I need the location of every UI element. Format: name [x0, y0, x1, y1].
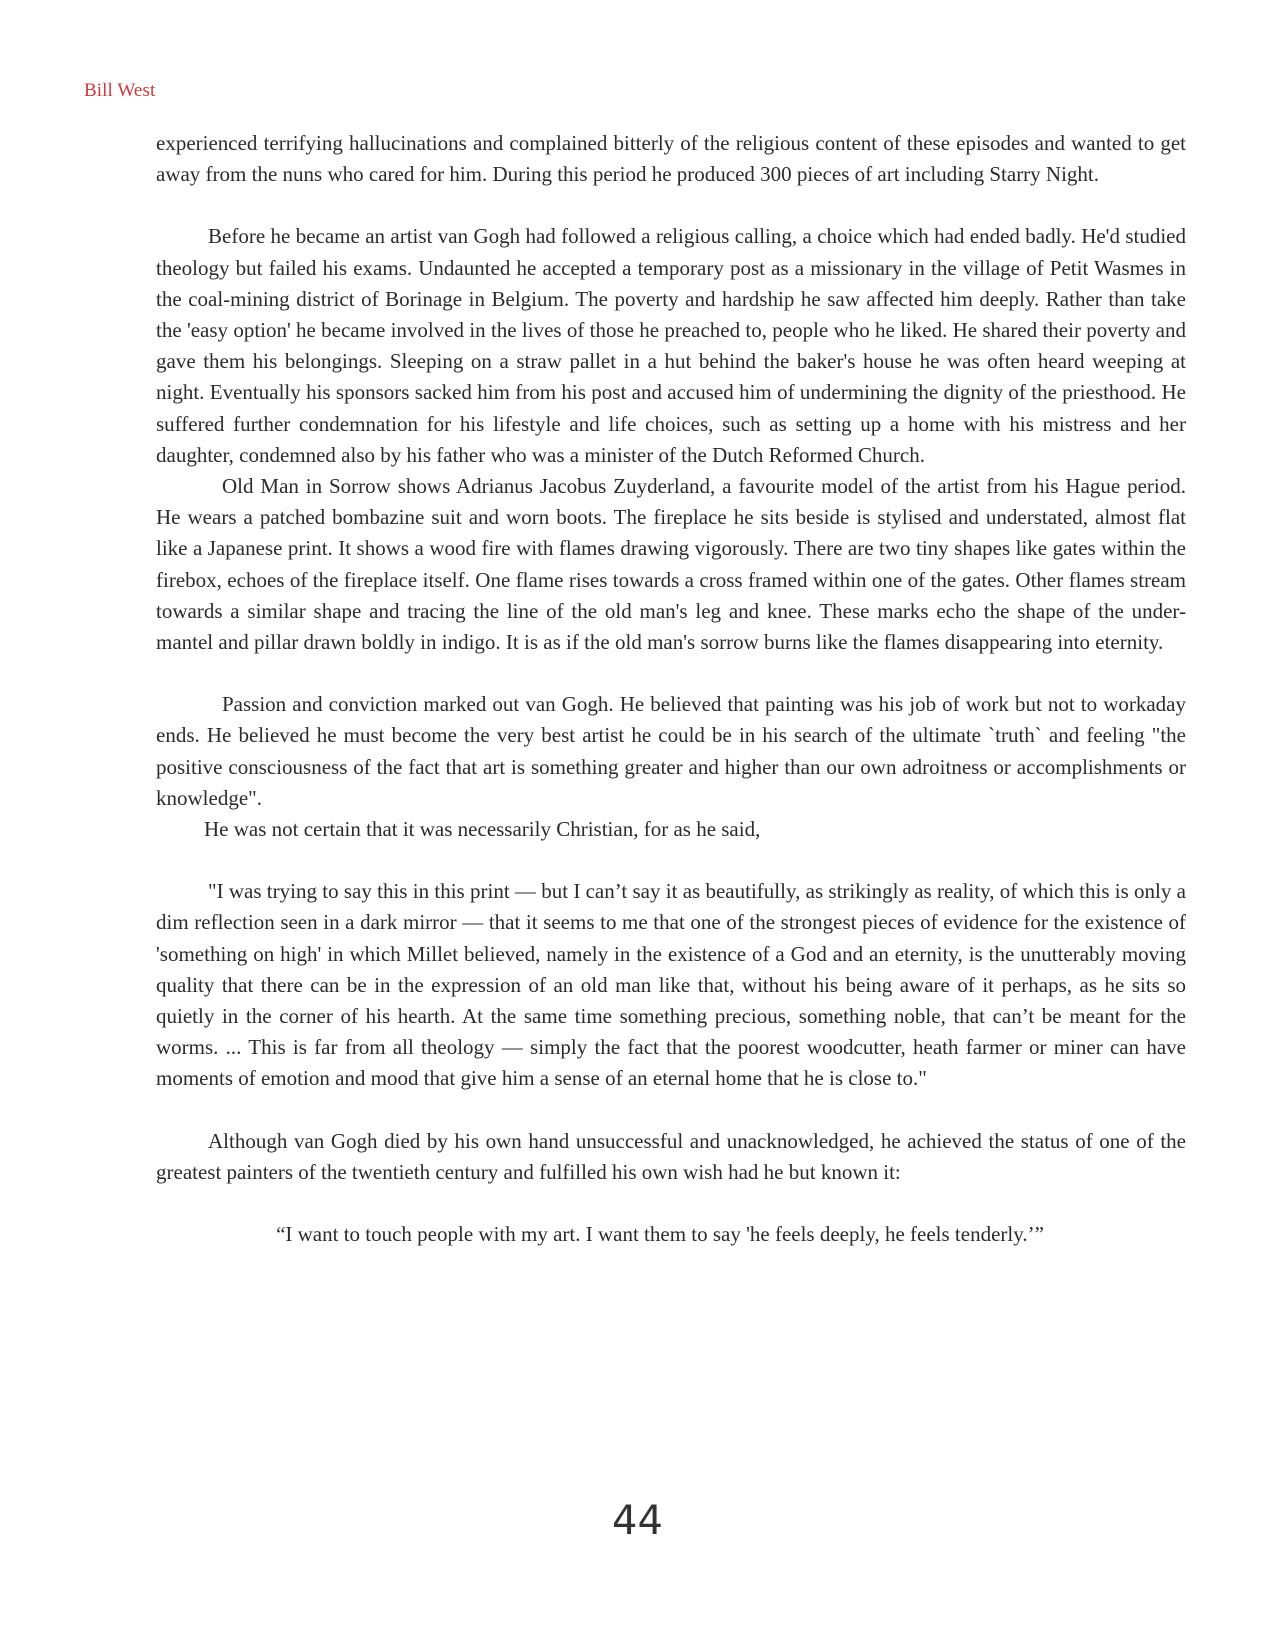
paragraph-4: Passion and conviction marked out van Gogh. He believed that painting was his job of work but not to workaday ends. He believed he must become the very best artist he could be in his search of the ultimate `truth` and feeling "the positive consciousness of the fact that art is something greater and higher than our own adroitness or accomplishments or knowledge".	[156, 692, 1186, 810]
block-quote: "I was trying to say this in this print — but I can’t say it as beautifully, as strikingly as reality, of which this is only a dim reflection seen in a dark mirror — that it seems to me that one of the strongest pieces of evidence for the existence of 'something on high' in which Millet believed, namely in the existence of a God and an eternity, is the unutterably moving quality that there can be in the expression of an old man like that, without his being aware of it perhaps, as he sits so quietly in the corner of his hearth. At the same time something precious, something noble, that can’t be meant for the worms. ... This is far from all theology — simply the fact that the poorest woodcutter, heath farmer or miner can have moments of emotion and mood that give him a sense of an eternal home that he is close to."	[156, 879, 1186, 1091]
body-text	[156, 128, 1186, 1250]
paragraph-gap	[156, 1095, 1186, 1126]
paragraph-6: Although van Gogh died by his own hand unsuccessful and unacknowledged, he achieved the status of one of the greatest painters of the twentieth century and fulfilled his own wish had he but known it:	[156, 1128, 1186, 1184]
closing-quote: “I want to touch people with my art. I want them to say 'he feels deeply, he feels tenderly.’”	[276, 1222, 1044, 1247]
paragraph-gap	[156, 1188, 1186, 1219]
paragraph-gap	[156, 658, 1186, 689]
paragraph-gap	[156, 845, 1186, 876]
page-number: 44	[612, 1498, 663, 1544]
running-head: Bill West	[84, 80, 156, 101]
paragraph-2: Before he became an artist van Gogh had followed a religious calling, a choice which had ended badly. He'd studied theology but failed his exams. Undaunted he accepted a temporary post as a missionary in the village of Petit Wasmes in the coal-mining district of Borinage in Belgium. The poverty and hardship he saw affected him deeply. Rather than take the 'easy option' he became involved in the lives of those he preached to, people who he liked. He shared their poverty and gave them his belongings. Sleeping on a straw pallet in a hut behind the baker's house he was often heard weeping at night. Eventually his sponsors sacked him from his post and accused him of undermining the dignity of the priesthood. He suffered further condemnation for his lifestyle and life choices, such as setting up a home with his mistress and her daughter, condemned also by his father who was a minister of the Dutch Reformed Church.	[156, 224, 1186, 467]
paragraph-5: He was not certain that it was necessarily Christian, for as he said,	[204, 817, 761, 842]
paragraph-1: experienced terrifying hallucinations and complained bitterly of the religious content of these episodes and wanted to get away from the nuns who cared for him. During this period he produced 300 pieces of art including Starry Night.	[156, 131, 1186, 187]
paragraph-3: Old Man in Sorrow shows Adrianus Jacobus Zuyderland, a favourite model of the artist from his Hague period. He wears a patched bombazine suit and worn boots. The fireplace he sits beside is stylised and understated, almost flat like a Japanese print. It shows a wood fire with flames drawing vigorously. There are two tiny shapes like gates within the firebox, echoes of the fireplace itself. One flame rises towards a cross framed within one of the gates. Other flames stream towards a similar shape and tracing the line of the old man's leg and knee. These marks echo the shape of the under-mantel and pillar drawn boldly in indigo. It is as if the old man's sorrow burns like the flames disappearing into eternity.	[156, 474, 1186, 655]
paragraph-gap	[156, 190, 1186, 221]
